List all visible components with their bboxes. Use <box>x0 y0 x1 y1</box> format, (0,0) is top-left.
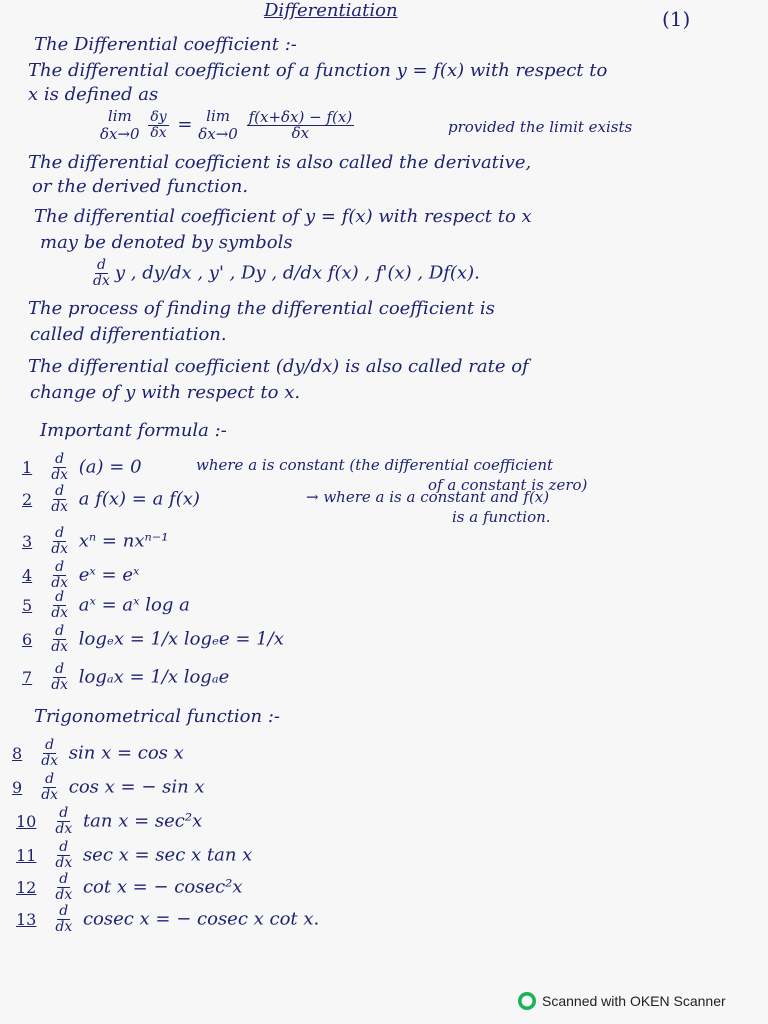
d-by-dx: $\frac{d}{dx}$ <box>51 623 69 655</box>
d-by-dx: $\frac{d}{dx}$ <box>51 661 69 693</box>
oken-scanner-logo-icon <box>518 992 536 1010</box>
trig-formula-row <box>16 806 202 837</box>
process-line-2: called differentiation. <box>30 324 227 345</box>
notation-line-2: may be denoted by symbols <box>40 232 293 253</box>
d-by-dx: $\frac{d}{dx}$ <box>41 737 59 769</box>
derivative-note-line-1: The differential coefficient is also called the derivative, <box>28 152 532 173</box>
d-by-dx: $\frac{d}{dx}$ <box>51 525 69 557</box>
process-line-1: The process of finding the differential coefficient is <box>28 298 495 319</box>
important-formula-row <box>22 526 169 557</box>
important-formula-row <box>22 624 284 655</box>
notation-line-1: The differential coefficient of y = f(x) with respect to x <box>34 206 532 227</box>
formula-expression: logₐx = 1/x logₐe <box>73 666 230 688</box>
d-by-dx: $\frac{d}{dx}$ <box>55 903 73 935</box>
important-formula-row <box>22 590 190 621</box>
formula-note: where a is constant (the differential coefficient <box>196 456 554 474</box>
d-by-dx: $\frac{d}{dx}$ <box>51 483 69 515</box>
important-formula-row <box>22 560 139 591</box>
process-line-3: The differential coefficient (dy/dx) is also called rate of <box>28 356 529 377</box>
limit-proviso: provided the limit exists <box>448 118 633 136</box>
formula-number: 9 <box>12 777 23 797</box>
scanner-watermark <box>518 991 726 1011</box>
formula-number: 2 <box>22 489 33 509</box>
limit-subscript: δx→0 <box>100 125 140 143</box>
formula-note-continued: is a function. <box>452 508 551 526</box>
formula-note: → where a is a constant and f(x) <box>306 488 550 506</box>
trig-formula-row <box>16 904 319 935</box>
formula-expression: cos x = − sin x <box>63 776 205 798</box>
formula-expression: eˣ = eˣ <box>73 564 140 586</box>
important-formula-row <box>22 452 142 483</box>
formula-expression: sec x = sec x tan x <box>77 844 253 866</box>
formula-expression: tan x = sec²x <box>77 810 203 832</box>
formula-expression: cot x = − cosec²x <box>77 876 243 898</box>
dy-over-dx: $\frac{\delta y}{\delta x}$ <box>150 108 167 141</box>
formula-number: 10 <box>16 811 37 831</box>
trig-formula-row <box>16 840 252 871</box>
d-by-dx: $\frac{d}{dx}$ <box>55 805 73 837</box>
formula-number: 1 <box>22 457 33 477</box>
formula-note-continued: of a constant is zero) <box>428 476 588 494</box>
formula-expression: cosec x = − cosec x cot x. <box>77 908 320 930</box>
derivative-note-line-2: or the derived function. <box>32 176 249 197</box>
trig-formula-row <box>12 772 205 803</box>
formula-number: 12 <box>16 877 37 897</box>
d-by-dx: $\frac{d}{dx}$ <box>51 589 69 621</box>
formula-expression: aˣ = aˣ log a <box>73 594 190 616</box>
d-by-dx: $\frac{d}{dx}$ <box>51 559 69 591</box>
formula-number: 13 <box>16 909 37 929</box>
scanner-text: Scanned with OKEN Scanner <box>542 993 726 1009</box>
d-by-dx: $\frac{d}{dx}$ <box>55 839 73 871</box>
d-by-dx: $\frac{d}{dx}$ <box>55 871 73 903</box>
formula-number: 3 <box>22 531 33 551</box>
formula-expression: sin x = cos x <box>63 742 184 764</box>
page-title: Differentiation <box>264 0 398 21</box>
formula-number: 5 <box>22 595 33 615</box>
equals-sign: = <box>177 114 193 135</box>
process-line-4: change of y with respect to x. <box>30 382 301 403</box>
formula-expression: logₑx = 1/x logₑe = 1/x <box>73 628 284 650</box>
limit-word-2: lim <box>206 107 230 125</box>
definition-line-2: x is defined as <box>28 84 159 105</box>
trig-heading: Trigonometrical function :- <box>34 706 280 727</box>
trig-formula-row <box>16 872 243 903</box>
definition-line-1: The differential coefficient of a function y = f(x) with respect to <box>28 60 608 81</box>
formula-number: 6 <box>22 629 33 649</box>
formula-expression: (a) = 0 <box>73 456 142 478</box>
formula-expression: a f(x) = a f(x) <box>73 488 200 510</box>
important-formula-row <box>22 662 229 693</box>
important-formula-row <box>22 484 200 515</box>
d-by-dx: $\frac{d}{dx}$ <box>51 451 69 483</box>
important-heading: Important formula :- <box>40 420 227 441</box>
page-number: (1) <box>662 7 691 31</box>
formula-number: 11 <box>16 845 37 865</box>
difference-quotient: $\frac{f(x+\delta x) - f(x)}{\delta x}$ <box>248 107 353 142</box>
formula-number: 8 <box>12 743 23 763</box>
d-by-dx: $\frac{d}{dx}$ <box>41 771 59 803</box>
formula-expression: xⁿ = nxⁿ⁻¹ <box>73 530 169 552</box>
limit-definition <box>100 107 357 143</box>
formula-number: 4 <box>22 565 33 585</box>
trig-formula-row <box>12 738 184 769</box>
definition-heading: The Differential coefficient :- <box>34 34 297 55</box>
limit-word: lim <box>107 107 132 125</box>
formula-number: 7 <box>22 667 33 687</box>
limit-subscript-2: δx→0 <box>198 125 238 143</box>
notation-symbols: $\frac{d}{dx}$ y , dy/dx , y' , Dy , d/dx f(x) , f'(x) , Df(x). <box>93 257 480 289</box>
